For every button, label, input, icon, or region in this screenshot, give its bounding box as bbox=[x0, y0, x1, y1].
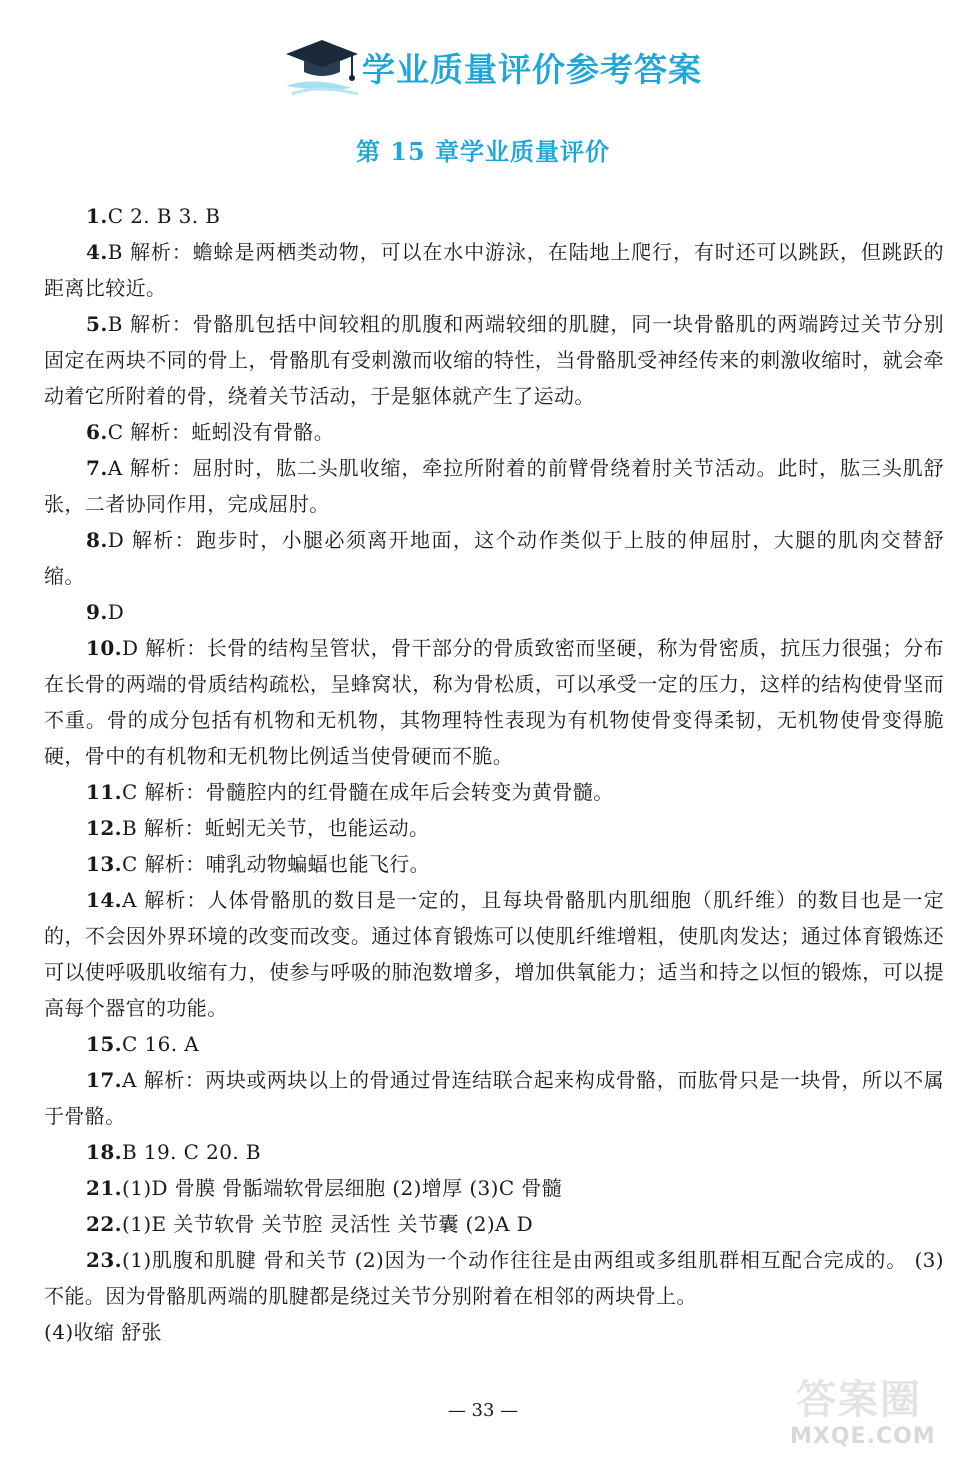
answer-item: 10.D 解析：长骨的结构呈管状，骨干部分的骨质致密而坚硬，称为骨密质，抗压力很强；分布在长骨的两端的骨质结构疏松，呈蜂窝状，称为骨松质，可以承受一定的压力，这样的结构使骨坚而不重。骨的成分包括有机物和无机物，其物理特性表现为有机物使骨变得柔韧，无机物使骨变得脆硬，骨中的有机物和无机物比例适当使骨硬而不脆。 bbox=[44, 636, 944, 768]
answer-list bbox=[44, 198, 944, 1350]
watermark bbox=[782, 1368, 962, 1464]
answer-item: 13.C 解析：哺乳动物蝙蝠也能飞行。 bbox=[86, 852, 431, 876]
page-title: 学业质量评价参考答案 bbox=[362, 50, 702, 89]
answer-item: 15.C 16. A bbox=[86, 1032, 200, 1056]
answer-item: 18.B 19. C 20. B bbox=[86, 1140, 261, 1164]
answer-item: 8.D 解析：跑步时，小腿必须离开地面，这个动作类似于上肢的伸屈肘，大腿的肌肉交替舒缩。 bbox=[44, 528, 944, 588]
answer-item: 14.A 解析：人体骨骼肌的数目是一定的，且每块骨骼肌内肌细胞（肌纤维）的数目也是一定的，不会因外界环境的改变而改变。通过体育锻炼可以使肌纤维增粗，使肌肉发达；通过体育锻炼还可以使呼吸肌收缩有力，使参与呼吸的肺泡数增多，增加供氧能力；适当和持之以恒的锻炼，可以提高每个器官的功能。 bbox=[44, 888, 944, 1020]
answer-item: 9.D bbox=[86, 600, 125, 624]
header bbox=[0, 30, 966, 110]
answer-item: 7.A 解析：屈肘时，肱二头肌收缩，牵拉所附着的前臂骨绕着肘关节活动。此时，肱三头肌舒张，二者协同作用，完成屈肘。 bbox=[44, 456, 944, 516]
answer-item: 11.C 解析：骨髓腔内的红骨髓在成年后会转变为黄骨髓。 bbox=[86, 780, 614, 804]
answer-item: 23.(1)肌腹和肌腱 骨和关节 (2)因为一个动作往往是由两组或多组肌群相互配合完成的。 (3)不能。因为骨骼肌两端的肌腱都是绕过关节分别附着在相邻的两块骨上。 bbox=[44, 1248, 944, 1308]
answer-item: 4.B 解析：蟾蜍是两栖类动物，可以在水中游泳，在陆地上爬行，有时还可以跳跃，但跳跃的距离比较近。 bbox=[44, 240, 944, 300]
answer-item: 21.(1)D 骨膜 骨骺端软骨层细胞 (2)增厚 (3)C 骨髓 bbox=[86, 1176, 563, 1200]
watermark-site: MXQE.COM bbox=[790, 1424, 936, 1449]
chapter-title: 第 15 章学业质量评价 bbox=[355, 137, 611, 166]
answer-item: 6.C 解析：蚯蚓没有骨骼。 bbox=[86, 420, 335, 444]
watermark-logo: 答案圈 bbox=[796, 1377, 922, 1423]
answer-item: 22.(1)E 关节软骨 关节腔 灵活性 关节囊 (2)A D bbox=[86, 1212, 534, 1236]
answer-item-continuation: (4)收缩 舒张 bbox=[44, 1320, 162, 1344]
answer-item: 1.C 2. B 3. B bbox=[86, 204, 221, 228]
graduation-cap-icon bbox=[282, 36, 362, 100]
answer-item: 17.A 解析：两块或两块以上的骨通过骨连结联合起来构成骨骼，而肱骨只是一块骨，所以不属于骨骼。 bbox=[44, 1068, 944, 1128]
page-number: — 33 — bbox=[447, 1400, 519, 1421]
answer-item: 5.B 解析：骨骼肌包括中间较粗的肌腹和两端较细的肌腱，同一块骨骼肌的两端跨过关节分别固定在两块不同的骨上，骨骼肌有受刺激而收缩的特性，当骨骼肌受神经传来的刺激收缩时，就会牵动着它所附着的骨，绕着关节活动，于是躯体就产生了运动。 bbox=[44, 312, 944, 408]
answer-item: 12.B 解析：蚯蚓无关节，也能运动。 bbox=[86, 816, 430, 840]
